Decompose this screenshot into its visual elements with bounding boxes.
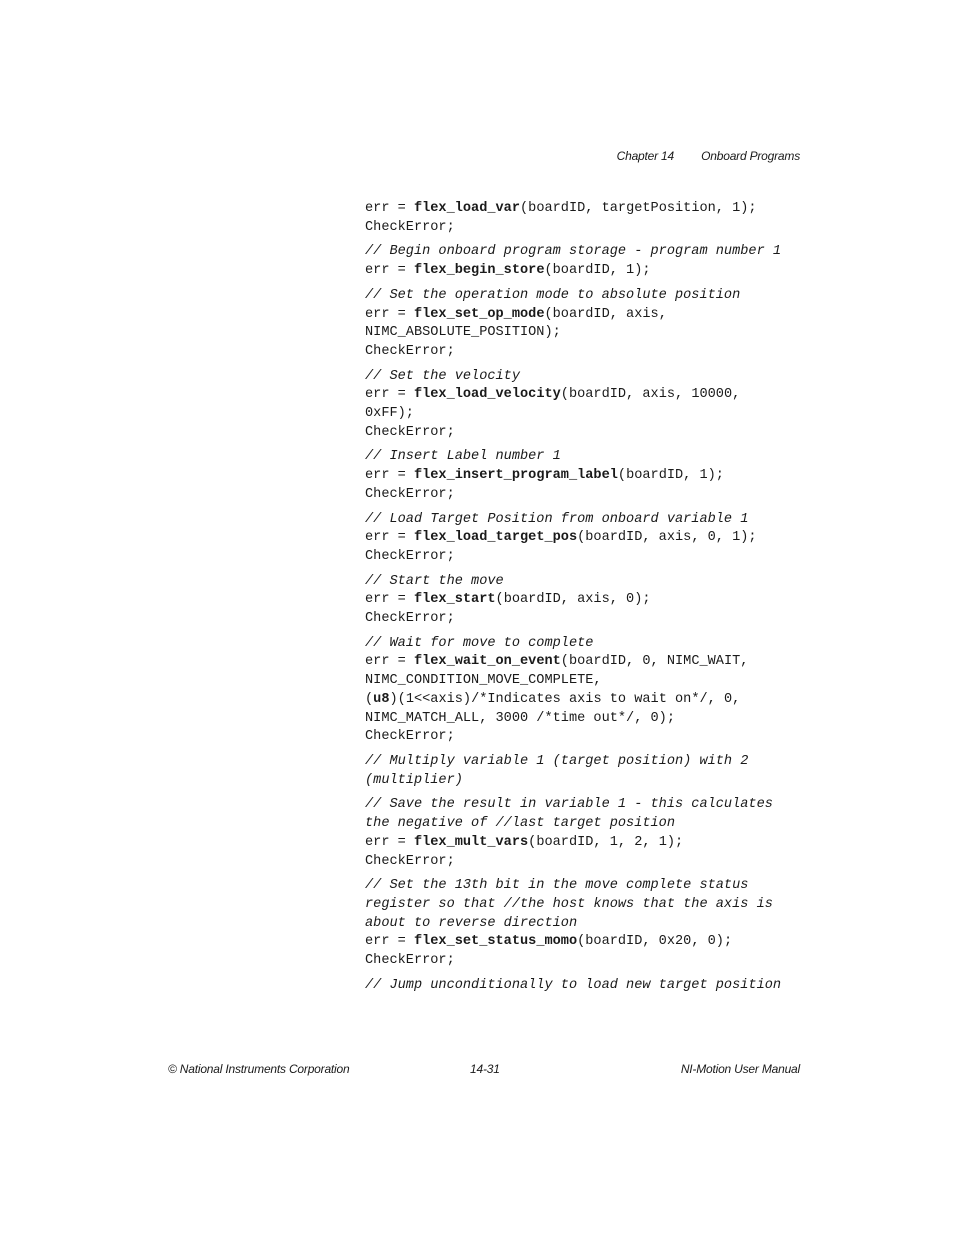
code-block: [365, 635, 805, 747]
code-identifier: flex_set_op_mode: [413, 306, 545, 322]
code-line: // Set the 13th bit in the move complete status: [365, 878, 749, 894]
code-block: [365, 977, 805, 996]
code-block: [365, 287, 805, 362]
code-identifier: flex_insert_program_label: [413, 468, 618, 484]
code-block: [365, 200, 805, 237]
code-line: CheckError;: [365, 853, 455, 869]
code-identifier: flex_load_target_pos: [413, 530, 578, 546]
code-line: // Insert Label number 1: [365, 449, 561, 465]
code-line: NIMC_MATCH_ALL, 3000 /*time out*/, 0);: [365, 710, 675, 726]
code-identifier: flex_begin_store: [413, 263, 545, 279]
code-line: err = flex_set_status_momo(boardID, 0x20, 0);: [365, 934, 733, 950]
code-identifier: flex_set_status_momo: [413, 934, 578, 950]
code-line: // Set the velocity: [365, 368, 520, 384]
code-block: [365, 796, 805, 871]
code-line: CheckError;: [365, 219, 455, 235]
code-line: err = flex_set_op_mode(boardID, axis,: [365, 306, 667, 322]
code-line: err = flex_load_velocity(boardID, axis, 10000,: [365, 387, 741, 403]
code-block: [365, 511, 805, 567]
code-line: NIMC_CONDITION_MOVE_COMPLETE,: [365, 673, 602, 689]
code-identifier: flex_wait_on_event: [413, 654, 561, 670]
code-line: err = flex_start(boardID, axis, 0);: [365, 592, 651, 608]
code-block: [365, 368, 805, 443]
code-line: 0xFF);: [365, 406, 414, 422]
code-line: CheckError;: [365, 953, 455, 969]
code-block: [365, 573, 805, 629]
code-line: register so that //the host knows that the axis is: [365, 896, 773, 912]
footer-manual-title: NI-Motion User Manual: [680, 1062, 800, 1076]
code-line: err = flex_load_target_pos(boardID, axis, 0, 1);: [365, 530, 757, 546]
code-block: [365, 877, 805, 971]
code-line: (multiplier): [365, 772, 463, 788]
page-header: [617, 149, 800, 163]
code-identifier: flex_load_velocity: [413, 387, 561, 403]
code-line: CheckError;: [365, 548, 455, 564]
code-line: err = flex_insert_program_label(boardID, 1);: [365, 468, 724, 484]
code-line: // Begin onboard program storage - program number 1: [365, 244, 782, 260]
code-line: err = flex_mult_vars(boardID, 1, 2, 1);: [365, 834, 684, 850]
code-listing: [365, 200, 805, 1001]
code-line: (u8)(1<<axis)/*Indicates axis to wait on*/, 0,: [365, 691, 741, 707]
code-line: err = flex_load_var(boardID, targetPosition, 1);: [365, 201, 757, 216]
code-line: CheckError;: [365, 729, 455, 745]
code-line: // Wait for move to complete: [365, 635, 594, 651]
code-identifier: flex_mult_vars: [413, 834, 529, 850]
code-line: // Load Target Position from onboard variable 1: [365, 511, 749, 527]
code-line: CheckError;: [365, 343, 455, 359]
code-line: the negative of //last target position: [365, 816, 675, 832]
code-line: // Save the result in variable 1 - this calculates: [365, 797, 773, 813]
code-block: [365, 753, 805, 790]
code-line: // Jump unconditionally to load new target position: [365, 977, 782, 993]
chapter-title: Onboard Programs: [701, 149, 800, 163]
code-line: err = flex_wait_on_event(boardID, 0, NIMC_WAIT,: [365, 654, 749, 670]
code-block: [365, 243, 805, 280]
code-line: about to reverse direction: [365, 915, 578, 931]
code-line: // Multiply variable 1 (target position) with 2: [365, 753, 749, 769]
chapter-label: Chapter 14: [616, 149, 674, 163]
code-line: CheckError;: [365, 611, 455, 627]
code-identifier: flex_start: [413, 592, 496, 608]
code-line: CheckError;: [365, 424, 455, 440]
footer-page-number: 14-31: [470, 1062, 500, 1076]
code-line: // Set the operation mode to absolute position: [365, 287, 741, 303]
code-identifier: u8: [373, 691, 390, 707]
code-block: [365, 448, 805, 504]
footer-copyright: © National Instruments Corporation: [168, 1062, 350, 1076]
code-line: NIMC_ABSOLUTE_POSITION);: [365, 325, 561, 341]
code-line: err = flex_begin_store(boardID, 1);: [365, 263, 651, 279]
code-identifier: flex_load_var: [413, 201, 521, 216]
code-line: CheckError;: [365, 486, 455, 502]
code-line: // Start the move: [365, 573, 504, 589]
